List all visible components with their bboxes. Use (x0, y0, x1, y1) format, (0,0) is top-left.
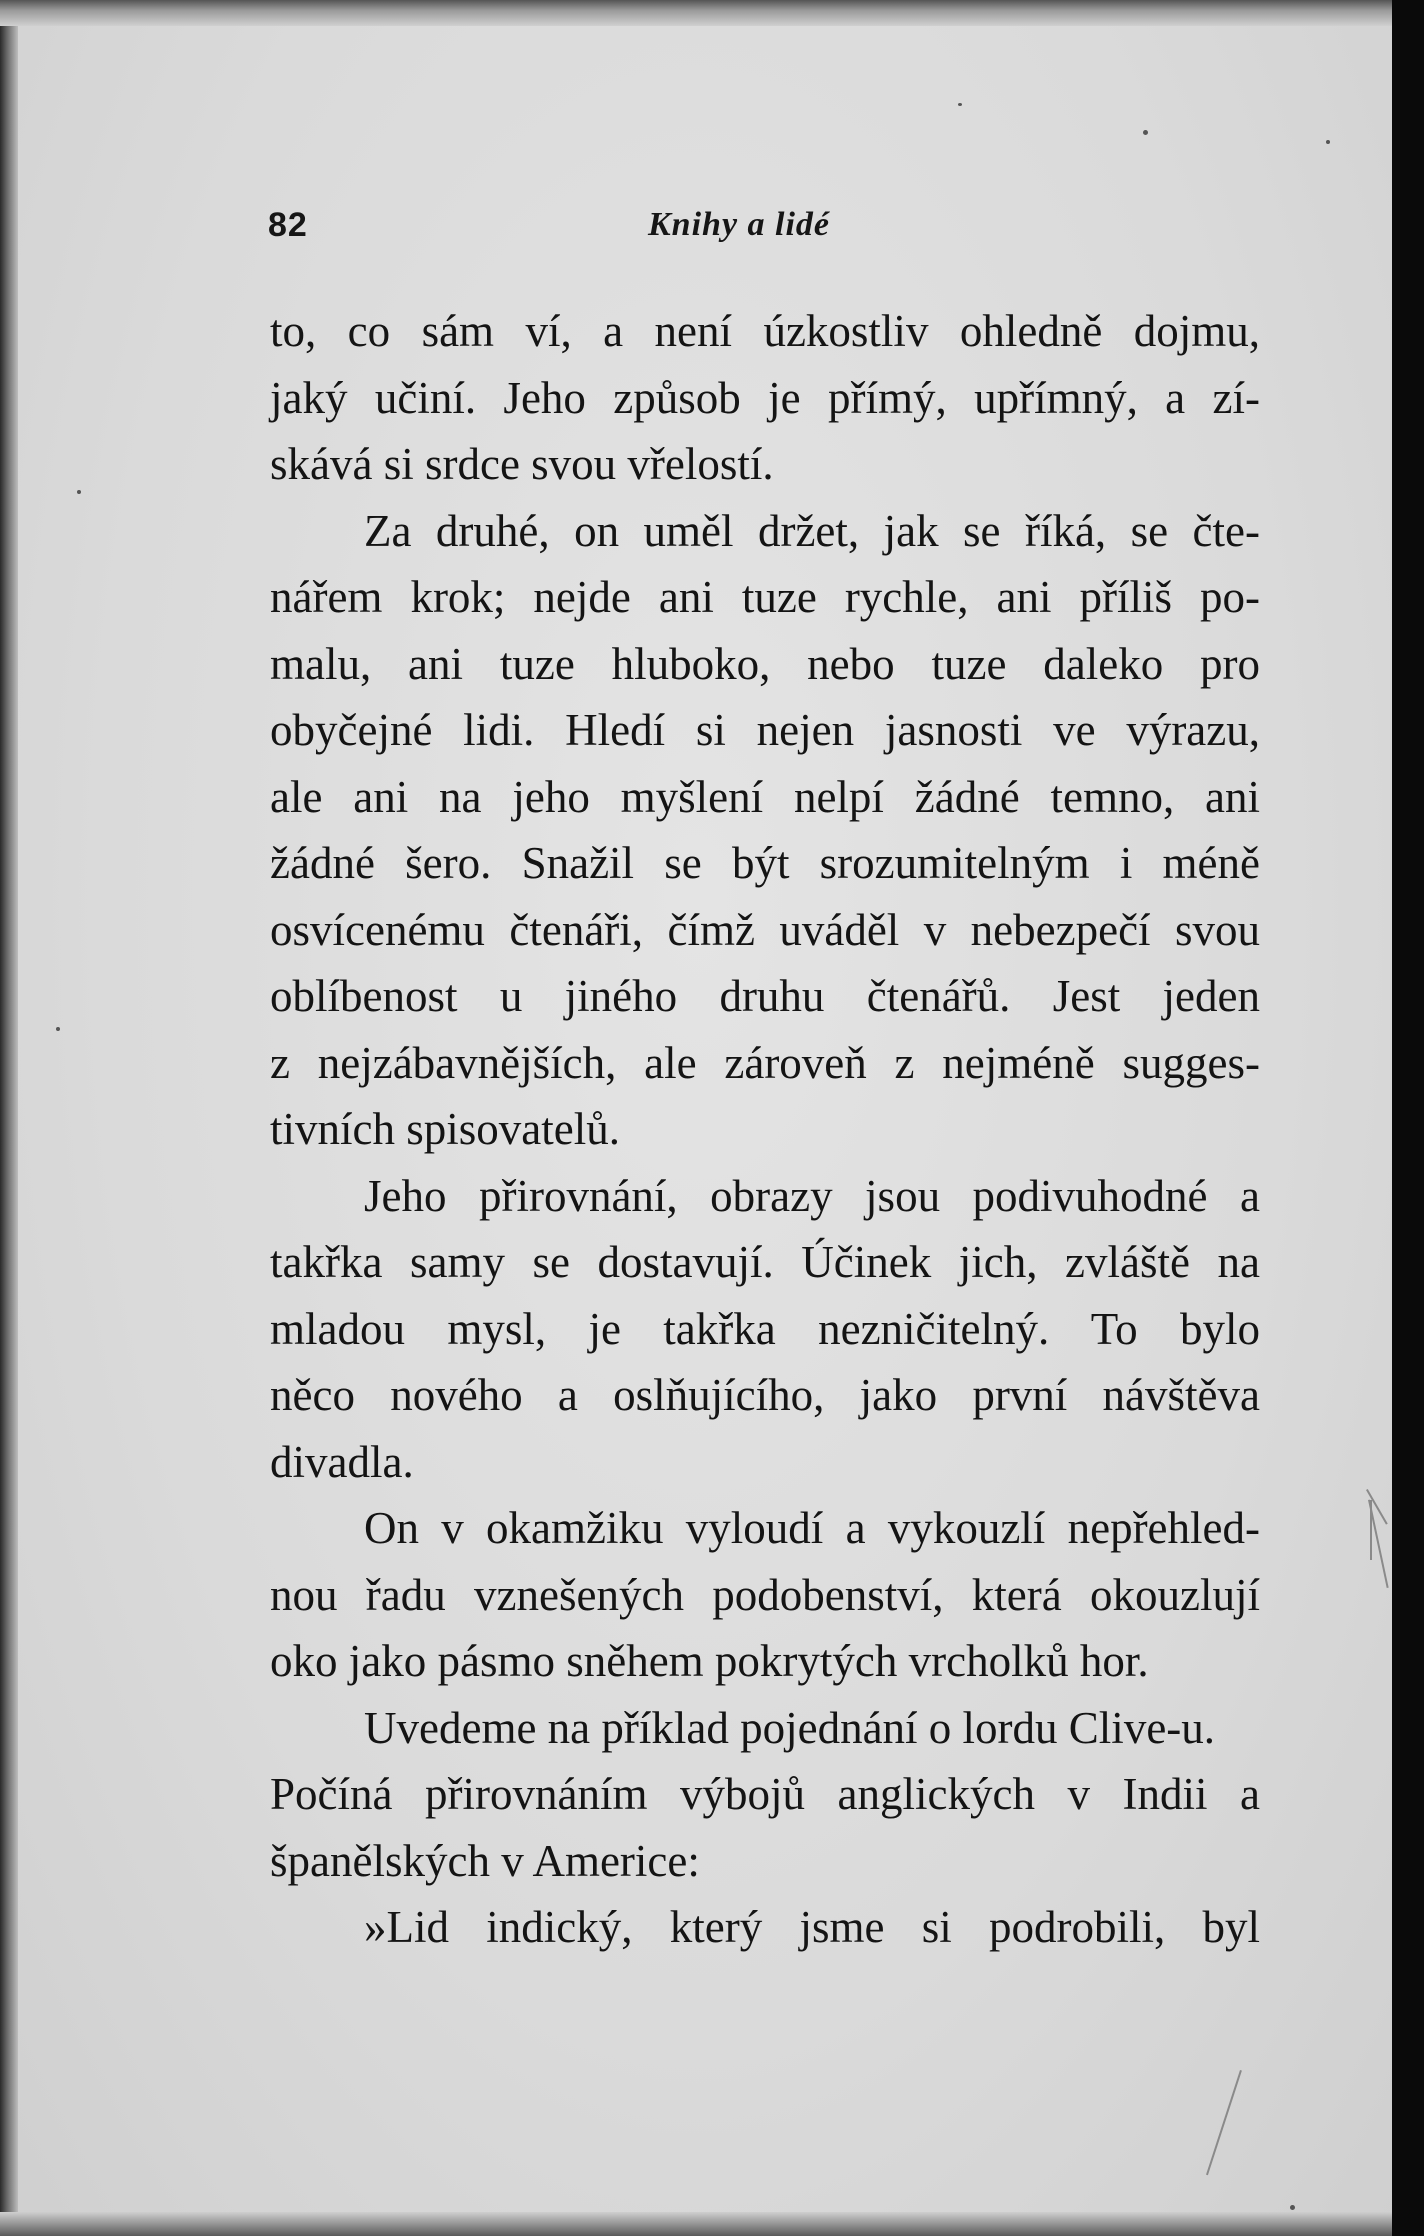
text-line: Uvedeme na příklad pojednání o lordu Clive-u. (364, 1702, 1216, 1753)
text-line: žádné šero. Snažil se být srozumitelným i méně (270, 838, 1260, 888)
text-line: oko jako pásmo sněhem pokrytých vrcholků hor. (270, 1636, 1149, 1686)
text-line: tivních spisovatelů. (270, 1104, 620, 1154)
dust-speck (1326, 140, 1330, 144)
page-bottom-edge (0, 2212, 1392, 2236)
page-top-edge (0, 0, 1392, 26)
text-line: Počíná přirovnáním výbojů anglických v Indii a (270, 1769, 1260, 1819)
text-line: On v okamžiku vyloudí a vykouzlí nepřehled- (364, 1503, 1260, 1553)
page-header (268, 206, 1258, 256)
text-line: takřka samy se dostavují. Účinek jich, zvláště na (270, 1237, 1260, 1287)
dust-speck (958, 103, 962, 106)
text-line: jaký učiní. Jeho způsob je přímý, upřímný, a zí- (270, 372, 1260, 423)
text-line: španělských v Americe: (270, 1835, 700, 1886)
running-title: Knihy a lidé (648, 206, 831, 243)
page-number: 82 (268, 206, 308, 244)
text-line: obyčejné lidi. Hledí si nejen jasnosti ve výrazu, (270, 705, 1260, 755)
page-left-edge (0, 0, 18, 2236)
text-line: oblíbenost u jiného druhu čtenářů. Jest jeden (270, 971, 1260, 1021)
text-line: nářem krok; nejde ani tuze rychle, ani příliš po- (270, 572, 1260, 622)
text-line: skává si srdce svou vřelostí. (270, 439, 774, 489)
text-line: malu, ani tuze hluboko, nebo tuze daleko pro (270, 638, 1260, 689)
scan-right-border (1392, 0, 1424, 2236)
dust-speck (1143, 130, 1148, 135)
body-text (270, 298, 1260, 1961)
text-line: osvícenému čtenáři, čímž uváděl v nebezpečí svou (270, 904, 1260, 955)
text-line: z nejzábavnějších, ale zároveň z nejméně sugges- (270, 1037, 1260, 1088)
dust-speck (1290, 2205, 1295, 2210)
text-line: něco nového a oslňujícího, jako první návštěva (270, 1370, 1260, 1420)
text-line: ale ani na jeho myšlení nelpí žádné temno, ani (270, 771, 1260, 822)
scan-scratch (1370, 1500, 1372, 1560)
text-line: divadla. (270, 1436, 414, 1487)
text-line: Za druhé, on uměl držet, jak se říká, se čte- (364, 505, 1260, 556)
text-line: Jeho přirovnání, obrazy jsou podivuhodné a (364, 1170, 1260, 1221)
dust-speck (77, 490, 81, 494)
text-line: to, co sám ví, a není úzkostliv ohledně dojmu, (270, 306, 1260, 356)
dust-speck (56, 1027, 60, 1031)
text-line: »Lid indický, který jsme si podrobili, byl (364, 1902, 1260, 1952)
text-line: mladou mysl, je takřka nezničitelný. To bylo (270, 1303, 1260, 1354)
text-line: nou řadu vznešených podobenství, která okouzlují (270, 1569, 1260, 1620)
